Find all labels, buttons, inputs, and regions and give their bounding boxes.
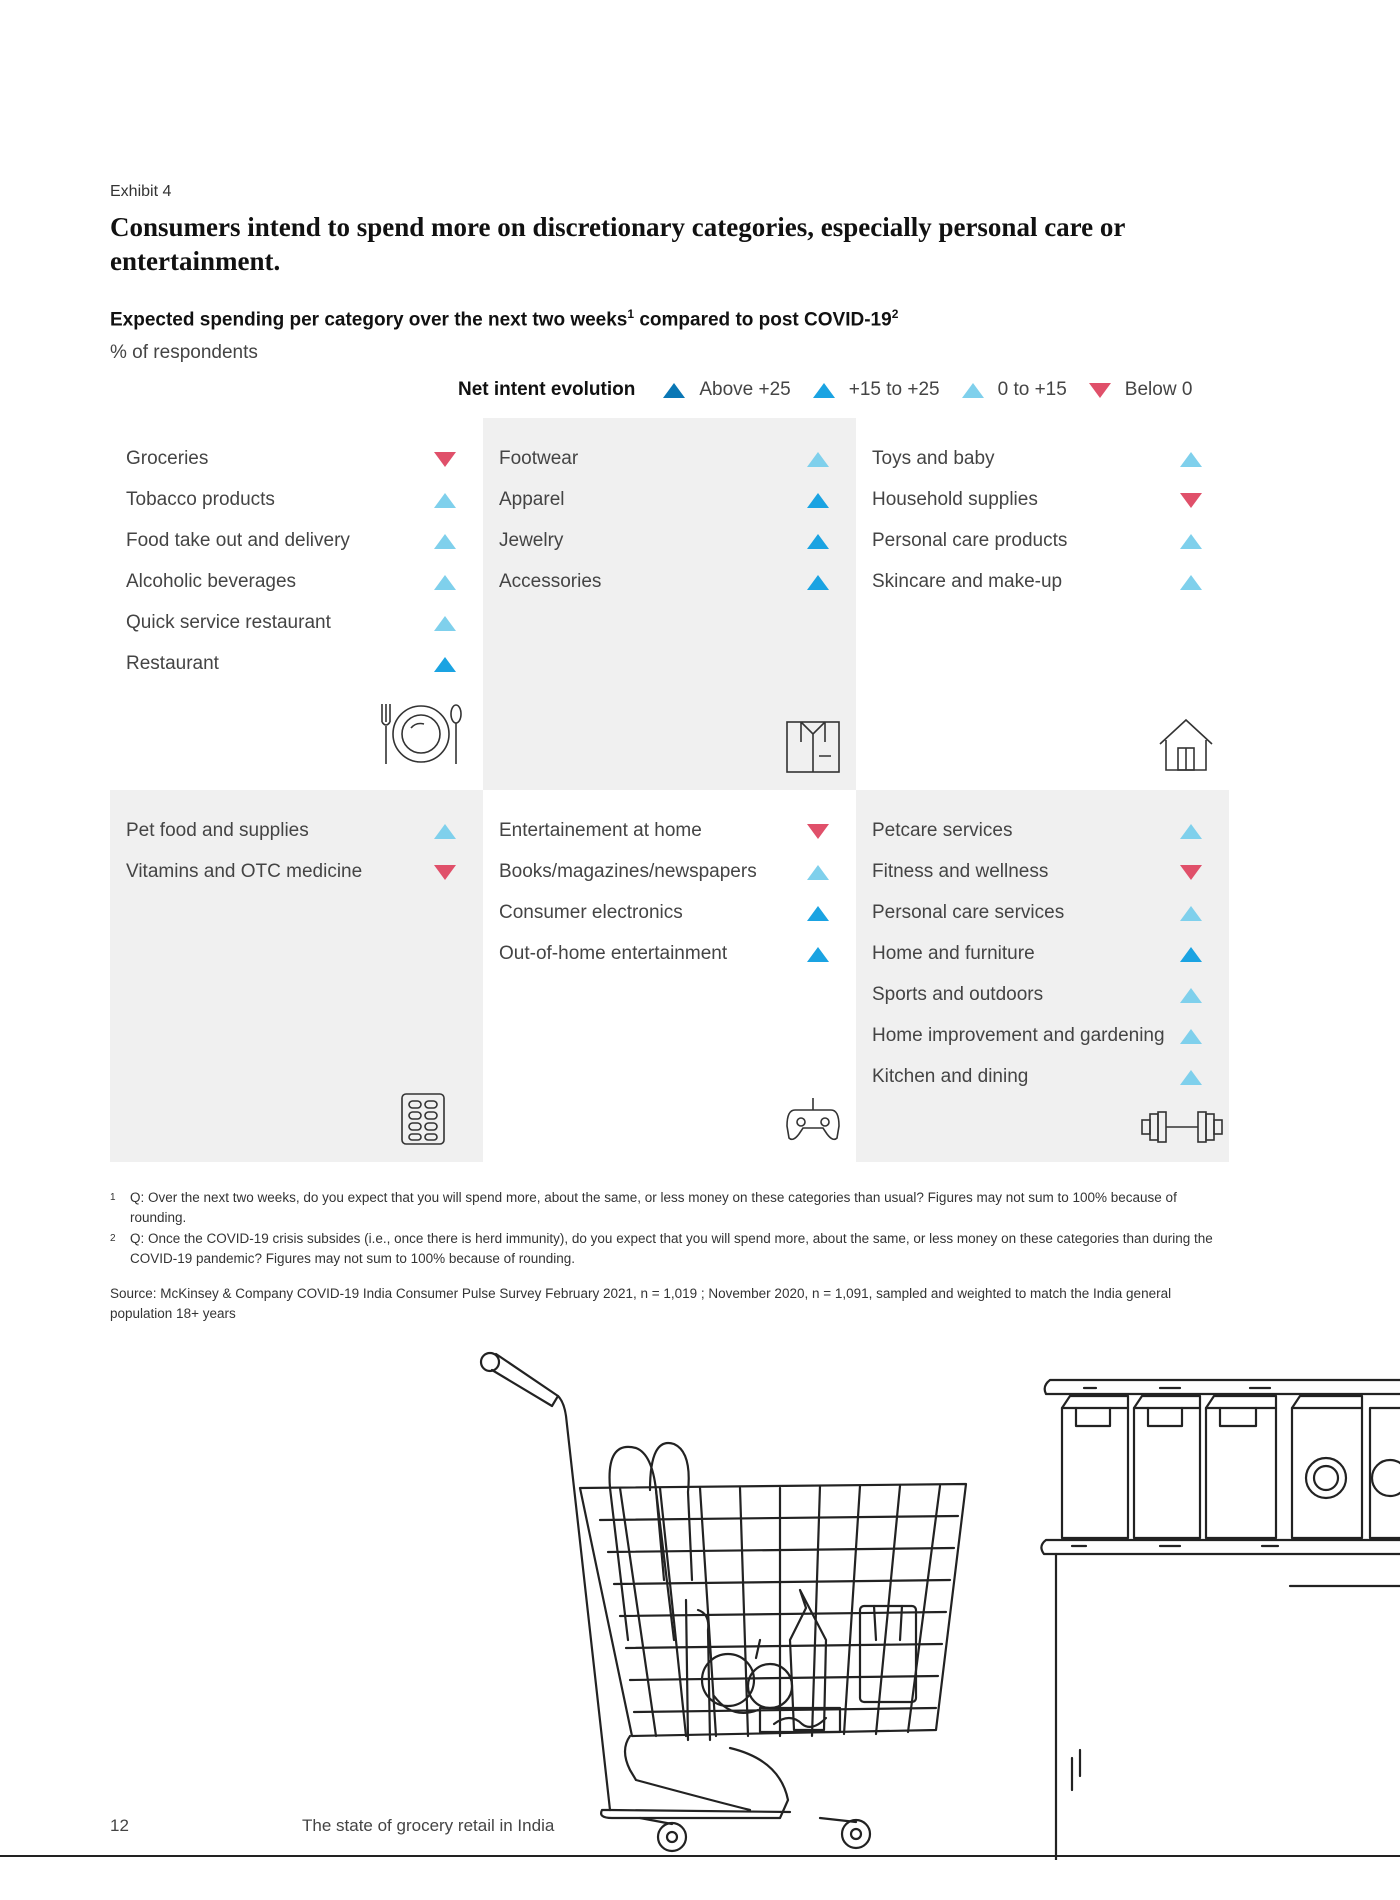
triangle-down-icon (1180, 865, 1202, 880)
category-label: Personal care services (872, 902, 1065, 923)
category-row (872, 567, 1202, 597)
legend-label: Below 0 (1124, 379, 1193, 400)
triangle-up-icon (434, 616, 456, 631)
category-row (499, 526, 829, 556)
subtitle-footnote-1: 1 (627, 307, 635, 321)
category-row (126, 526, 456, 556)
category-label: Sports and outdoors (872, 984, 1044, 1005)
category-label: Books/magazines/newspapers (499, 861, 757, 882)
triangle-up-icon (434, 493, 456, 508)
category-row (872, 857, 1202, 887)
category-label: Petcare services (872, 820, 1013, 841)
shopping-cart-illustration (460, 1340, 1400, 1860)
triangle-up-icon (807, 947, 829, 962)
category-label: Accessories (499, 571, 602, 592)
shirt-icon (785, 720, 841, 774)
dining-icon (376, 702, 466, 766)
unit-label: % of respondents (110, 342, 258, 363)
footnote-text: Q: Once the COVID-19 crisis subsides (i.e., once there is herd immunity), do you expect that you will spend more, about the same, or less money on these categories than during the COVID-19 pandemic? Figures may not sum to 100% because of rounding. (130, 1231, 1213, 1266)
triangle-up-icon (663, 383, 685, 398)
footer-rule (0, 1855, 1400, 1857)
subtitle-footnote-2: 2 (891, 307, 899, 321)
triangle-down-icon (1089, 383, 1111, 398)
triangle-up-icon (1180, 988, 1202, 1003)
category-cell-apparel (483, 418, 856, 790)
category-row (499, 444, 829, 474)
legend (458, 378, 1192, 402)
legend-item-below-0 (1089, 379, 1193, 401)
footnote-1 (110, 1188, 1210, 1228)
category-row (126, 857, 456, 887)
triangle-up-icon (1180, 1070, 1202, 1085)
category-label: Skincare and make-up (872, 571, 1063, 592)
category-label: Alcoholic beverages (126, 571, 297, 592)
category-row (499, 485, 829, 515)
category-row (872, 1062, 1202, 1092)
legend-item-0-to-15 (962, 379, 1067, 401)
category-row (126, 485, 456, 515)
category-row (499, 567, 829, 597)
subtitle-text-2: compared to post COVID-19 (634, 309, 892, 331)
source-text: Source: McKinsey & Company COVID-19 India Consumer Pulse Survey February 2021, n = 1,019 ; November 2020, n = 1,091, sampled and weighted to match the India general population 18+ years (110, 1286, 1172, 1321)
category-label: Out-of-home entertainment (499, 943, 728, 964)
dumbbell-icon (1140, 1110, 1224, 1144)
gamepad-icon (785, 1096, 841, 1142)
triangle-up-icon (1180, 947, 1202, 962)
category-cell-health (110, 790, 483, 1162)
category-label: Consumer electronics (499, 902, 683, 923)
footnote-2 (110, 1229, 1213, 1269)
category-row (499, 857, 829, 887)
legend-title: Net intent evolution (458, 379, 636, 400)
category-row (499, 939, 829, 969)
triangle-up-icon (807, 534, 829, 549)
category-row (126, 816, 456, 846)
category-label: Home improvement and gardening (872, 1025, 1165, 1046)
category-cell-home (856, 418, 1229, 790)
triangle-up-icon (807, 452, 829, 467)
triangle-down-icon (434, 452, 456, 467)
subtitle-text: Expected spending per category over the next two weeks (110, 309, 628, 331)
legend-label: +15 to +25 (848, 379, 940, 400)
category-label: Apparel (499, 489, 565, 510)
triangle-up-icon (807, 906, 829, 921)
triangle-up-icon (434, 657, 456, 672)
category-label: Toys and baby (872, 448, 995, 469)
footnote-number: 1 (110, 1192, 116, 1203)
category-label: Kitchen and dining (872, 1066, 1029, 1087)
legend-item-15-to-25 (813, 379, 940, 401)
category-cell-entertainment (483, 790, 856, 1162)
category-row (872, 485, 1202, 515)
triangle-up-icon (1180, 1029, 1202, 1044)
category-label: Restaurant (126, 653, 219, 674)
triangle-up-icon (813, 383, 835, 398)
legend-label: 0 to +15 (997, 379, 1067, 400)
triangle-up-icon (807, 865, 829, 880)
category-label: Personal care products (872, 530, 1068, 551)
triangle-up-icon (434, 575, 456, 590)
triangle-down-icon (1180, 493, 1202, 508)
triangle-up-icon (434, 824, 456, 839)
category-label: Pet food and supplies (126, 820, 309, 841)
category-row (872, 816, 1202, 846)
category-label: Footwear (499, 448, 579, 469)
category-label: Home and furniture (872, 943, 1035, 964)
category-row (499, 898, 829, 928)
triangle-up-icon (1180, 906, 1202, 921)
category-label: Groceries (126, 448, 209, 469)
category-row (872, 898, 1202, 928)
category-row (499, 816, 829, 846)
category-row (872, 939, 1202, 969)
category-cell-food (110, 418, 483, 790)
chart-subtitle (110, 307, 898, 331)
exhibit-label: Exhibit 4 (110, 183, 172, 200)
category-label: Fitness and wellness (872, 861, 1049, 882)
category-label: Tobacco products (126, 489, 275, 510)
triangle-up-icon (962, 383, 984, 398)
category-row (872, 444, 1202, 474)
triangle-up-icon (807, 493, 829, 508)
triangle-up-icon (1180, 534, 1202, 549)
category-row (872, 980, 1202, 1010)
category-label: Household supplies (872, 489, 1038, 510)
category-label: Food take out and delivery (126, 530, 350, 551)
category-label: Vitamins and OTC medicine (126, 861, 363, 882)
pills-icon (400, 1092, 446, 1146)
footnote-text: Q: Over the next two weeks, do you expect that you will spend more, about the same, or less money on these categories than usual? Figures may not sum to 100% because of rounding. (130, 1190, 1177, 1225)
category-label: Entertainement at home (499, 820, 702, 841)
triangle-up-icon (434, 534, 456, 549)
legend-item-above-25 (663, 379, 790, 401)
triangle-down-icon (434, 865, 456, 880)
page-number: 12 (110, 1816, 129, 1835)
category-row (126, 444, 456, 474)
house-icon (1158, 716, 1214, 772)
triangle-down-icon (807, 824, 829, 839)
category-label: Jewelry (499, 530, 564, 551)
category-row (872, 526, 1202, 556)
report-title: The state of grocery retail in India (302, 1816, 555, 1835)
category-cell-lifestyle (856, 790, 1229, 1162)
triangle-up-icon (1180, 824, 1202, 839)
footnote-number: 2 (110, 1233, 116, 1244)
triangle-up-icon (807, 575, 829, 590)
triangle-up-icon (1180, 575, 1202, 590)
category-row (126, 608, 456, 638)
category-row (126, 649, 456, 679)
category-row (872, 1021, 1202, 1051)
category-label: Quick service restaurant (126, 612, 331, 633)
exhibit-title: Consumers intend to spend more on discretionary categories, especially personal care or entertainment. (110, 212, 1125, 276)
legend-label: Above +25 (699, 379, 791, 400)
category-row (126, 567, 456, 597)
triangle-up-icon (1180, 452, 1202, 467)
